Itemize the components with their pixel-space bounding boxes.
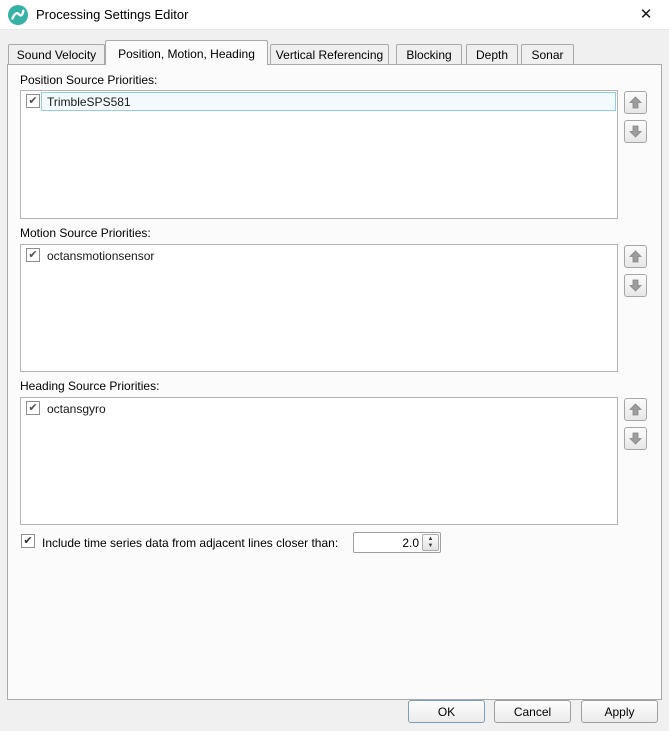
tab-vertical-referencing[interactable]: Vertical Referencing (270, 44, 389, 65)
tab-sonar[interactable]: Sonar (521, 44, 574, 65)
adjacent-lines-checkbox[interactable] (21, 534, 35, 548)
close-icon: ✕ (639, 6, 653, 23)
check-icon: ✔ (28, 401, 38, 414)
list-item-label: TrimbleSPS581 (47, 95, 131, 109)
close-button[interactable] (629, 0, 663, 29)
spinner-controls[interactable] (422, 534, 439, 551)
apply-button[interactable]: Apply (581, 700, 658, 723)
heading-priorities-list[interactable] (20, 397, 618, 525)
titlebar (0, 0, 669, 30)
arrow-down-icon (629, 279, 642, 292)
motion-move-down-button[interactable] (624, 274, 647, 297)
motion-move-up-button[interactable] (624, 245, 647, 268)
tab-sound-velocity[interactable]: Sound Velocity (8, 44, 105, 65)
spin-up-icon[interactable]: ▲ (427, 536, 434, 542)
position-priorities-list[interactable] (20, 90, 618, 219)
tab-blocking[interactable]: Blocking (396, 44, 462, 65)
spin-down-icon[interactable]: ▼ (427, 543, 434, 549)
heading-priorities-label: Heading Source Priorities: (20, 379, 160, 393)
arrow-up-icon (629, 403, 642, 416)
item-checkbox[interactable] (26, 94, 40, 108)
position-priorities-label: Position Source Priorities: (20, 73, 158, 87)
arrow-down-icon (629, 432, 642, 445)
check-icon: ✔ (28, 94, 38, 107)
adjacent-lines-spinbox[interactable] (353, 532, 441, 553)
arrow-up-icon (629, 96, 642, 109)
position-move-down-button[interactable] (624, 120, 647, 143)
check-icon: ✔ (28, 248, 38, 261)
motion-priorities-label: Motion Source Priorities: (20, 226, 151, 240)
list-item-label: octansgyro (47, 402, 106, 416)
list-item[interactable] (21, 399, 617, 418)
heading-move-up-button[interactable] (624, 398, 647, 421)
list-item-label: octansmotionsensor (47, 249, 155, 263)
item-checkbox[interactable] (26, 401, 40, 415)
ok-button[interactable]: OK (408, 700, 485, 723)
adjacent-lines-label: Include time series data from adjacent lines closer than: (42, 536, 339, 550)
cancel-button[interactable]: Cancel (494, 700, 571, 723)
motion-priorities-list[interactable] (20, 244, 618, 372)
list-item[interactable] (21, 246, 617, 265)
arrow-down-icon (629, 125, 642, 138)
window-title: Processing Settings Editor (36, 7, 189, 22)
position-move-up-button[interactable] (624, 91, 647, 114)
check-icon: ✔ (23, 534, 33, 547)
heading-move-down-button[interactable] (624, 427, 647, 450)
item-checkbox[interactable] (26, 248, 40, 262)
list-item[interactable] (21, 92, 617, 111)
tab-depth[interactable]: Depth (466, 44, 518, 65)
app-icon (7, 4, 29, 26)
tab-position-motion-heading[interactable]: Position, Motion, Heading (105, 40, 268, 65)
adjacent-lines-value-input[interactable] (358, 534, 419, 551)
arrow-up-icon (629, 250, 642, 263)
